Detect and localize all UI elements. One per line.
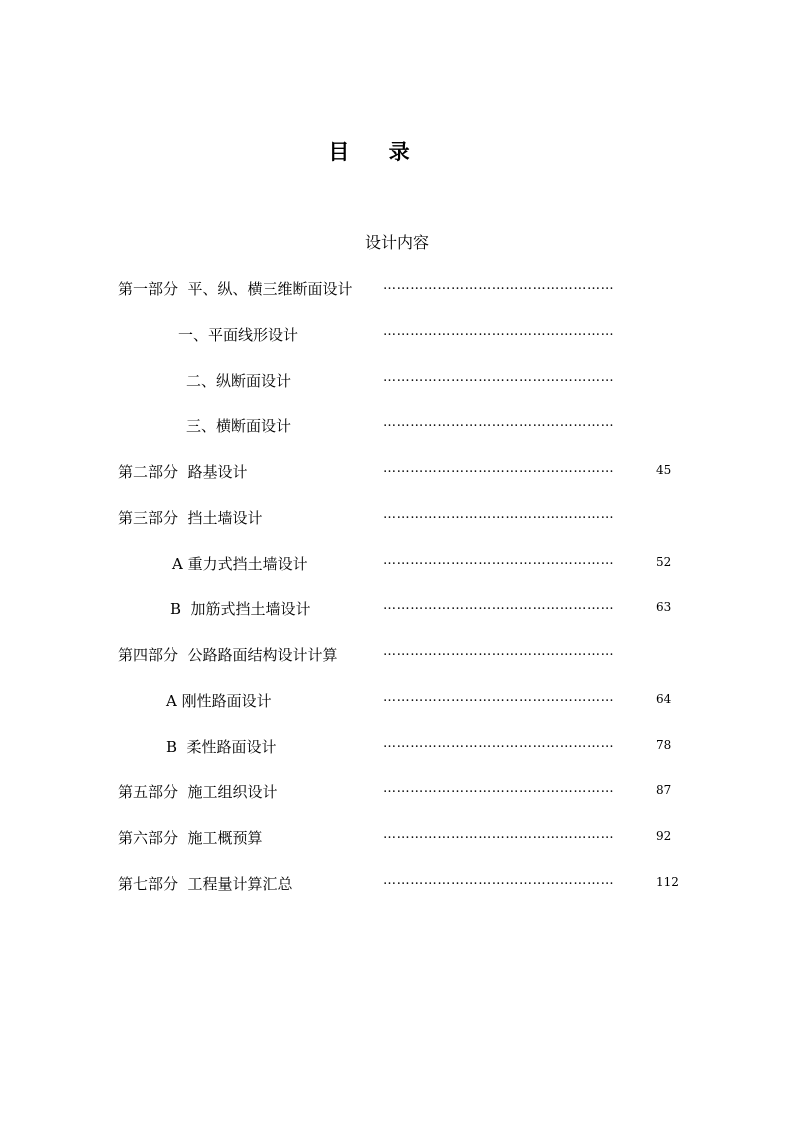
toc-leader-dots: …………………………………………… bbox=[383, 415, 615, 430]
toc-entry bbox=[0, 690, 794, 714]
toc-entry-label: 第七部分 工程量计算汇总 bbox=[118, 875, 293, 893]
toc-entry bbox=[0, 278, 794, 302]
toc-page-number: 78 bbox=[656, 738, 672, 752]
toc-entry-label: 第六部分 施工概预算 bbox=[118, 829, 263, 847]
toc-leader-dots: …………………………………………… bbox=[383, 370, 615, 385]
toc-entry bbox=[0, 827, 794, 851]
toc-page-number: 63 bbox=[656, 600, 672, 614]
toc-leader-dots: …………………………………………… bbox=[383, 324, 615, 339]
toc-entry-label: B 柔性路面设计 bbox=[166, 738, 277, 756]
toc-entry-label: 三、横断面设计 bbox=[186, 417, 292, 435]
toc-entry bbox=[0, 415, 794, 439]
toc-entry bbox=[0, 507, 794, 531]
toc-entry bbox=[0, 644, 794, 668]
toc-page-number: 112 bbox=[656, 875, 679, 889]
toc-leader-dots: …………………………………………… bbox=[383, 278, 615, 293]
toc-entry bbox=[0, 781, 794, 805]
toc-leader-dots: …………………………………………… bbox=[383, 461, 615, 476]
toc-leader-dots: …………………………………………… bbox=[383, 507, 615, 522]
toc-leader-dots: …………………………………………… bbox=[383, 553, 615, 568]
toc-page-number: 64 bbox=[656, 692, 672, 706]
toc-leader-dots: …………………………………………… bbox=[383, 827, 615, 842]
toc-leader-dots: …………………………………………… bbox=[383, 690, 615, 705]
toc-entry bbox=[0, 598, 794, 622]
toc-page-number: 92 bbox=[656, 829, 672, 843]
toc-entry bbox=[0, 324, 794, 348]
toc-entry-label: 二、纵断面设计 bbox=[186, 372, 292, 390]
toc-leader-dots: …………………………………………… bbox=[383, 644, 615, 659]
toc-entry bbox=[0, 736, 794, 760]
page-title: 目 录 bbox=[328, 139, 412, 164]
toc-entry-label: A 刚性路面设计 bbox=[166, 692, 272, 710]
toc-entry-label: B 加筋式挡土墙设计 bbox=[170, 600, 311, 618]
toc-leader-dots: …………………………………………… bbox=[383, 736, 615, 751]
toc-entry-label: 第五部分 施工组织设计 bbox=[118, 783, 278, 801]
toc-page-number: 52 bbox=[656, 555, 672, 569]
toc-entry bbox=[0, 873, 794, 897]
toc-entry-label: 第二部分 路基设计 bbox=[118, 463, 248, 481]
toc-page-number: 45 bbox=[656, 463, 672, 477]
toc-entry bbox=[0, 461, 794, 485]
toc-entry bbox=[0, 370, 794, 394]
toc-leader-dots: …………………………………………… bbox=[383, 873, 615, 888]
toc-leader-dots: …………………………………………… bbox=[383, 598, 615, 613]
section-heading: 设计内容 bbox=[364, 233, 429, 252]
toc-page-number: 87 bbox=[656, 783, 672, 797]
toc-entry-label: 一、平面线形设计 bbox=[178, 326, 299, 344]
toc-entry-label: 第三部分 挡土墙设计 bbox=[118, 509, 263, 527]
toc-leader-dots: …………………………………………… bbox=[383, 781, 615, 796]
toc-entry-label: A 重力式挡土墙设计 bbox=[172, 555, 308, 573]
toc-entry-label: 第四部分 公路路面结构设计计算 bbox=[118, 646, 338, 664]
toc-entry-label: 第一部分 平、纵、横三维断面设计 bbox=[118, 280, 353, 298]
toc-entry bbox=[0, 553, 794, 577]
